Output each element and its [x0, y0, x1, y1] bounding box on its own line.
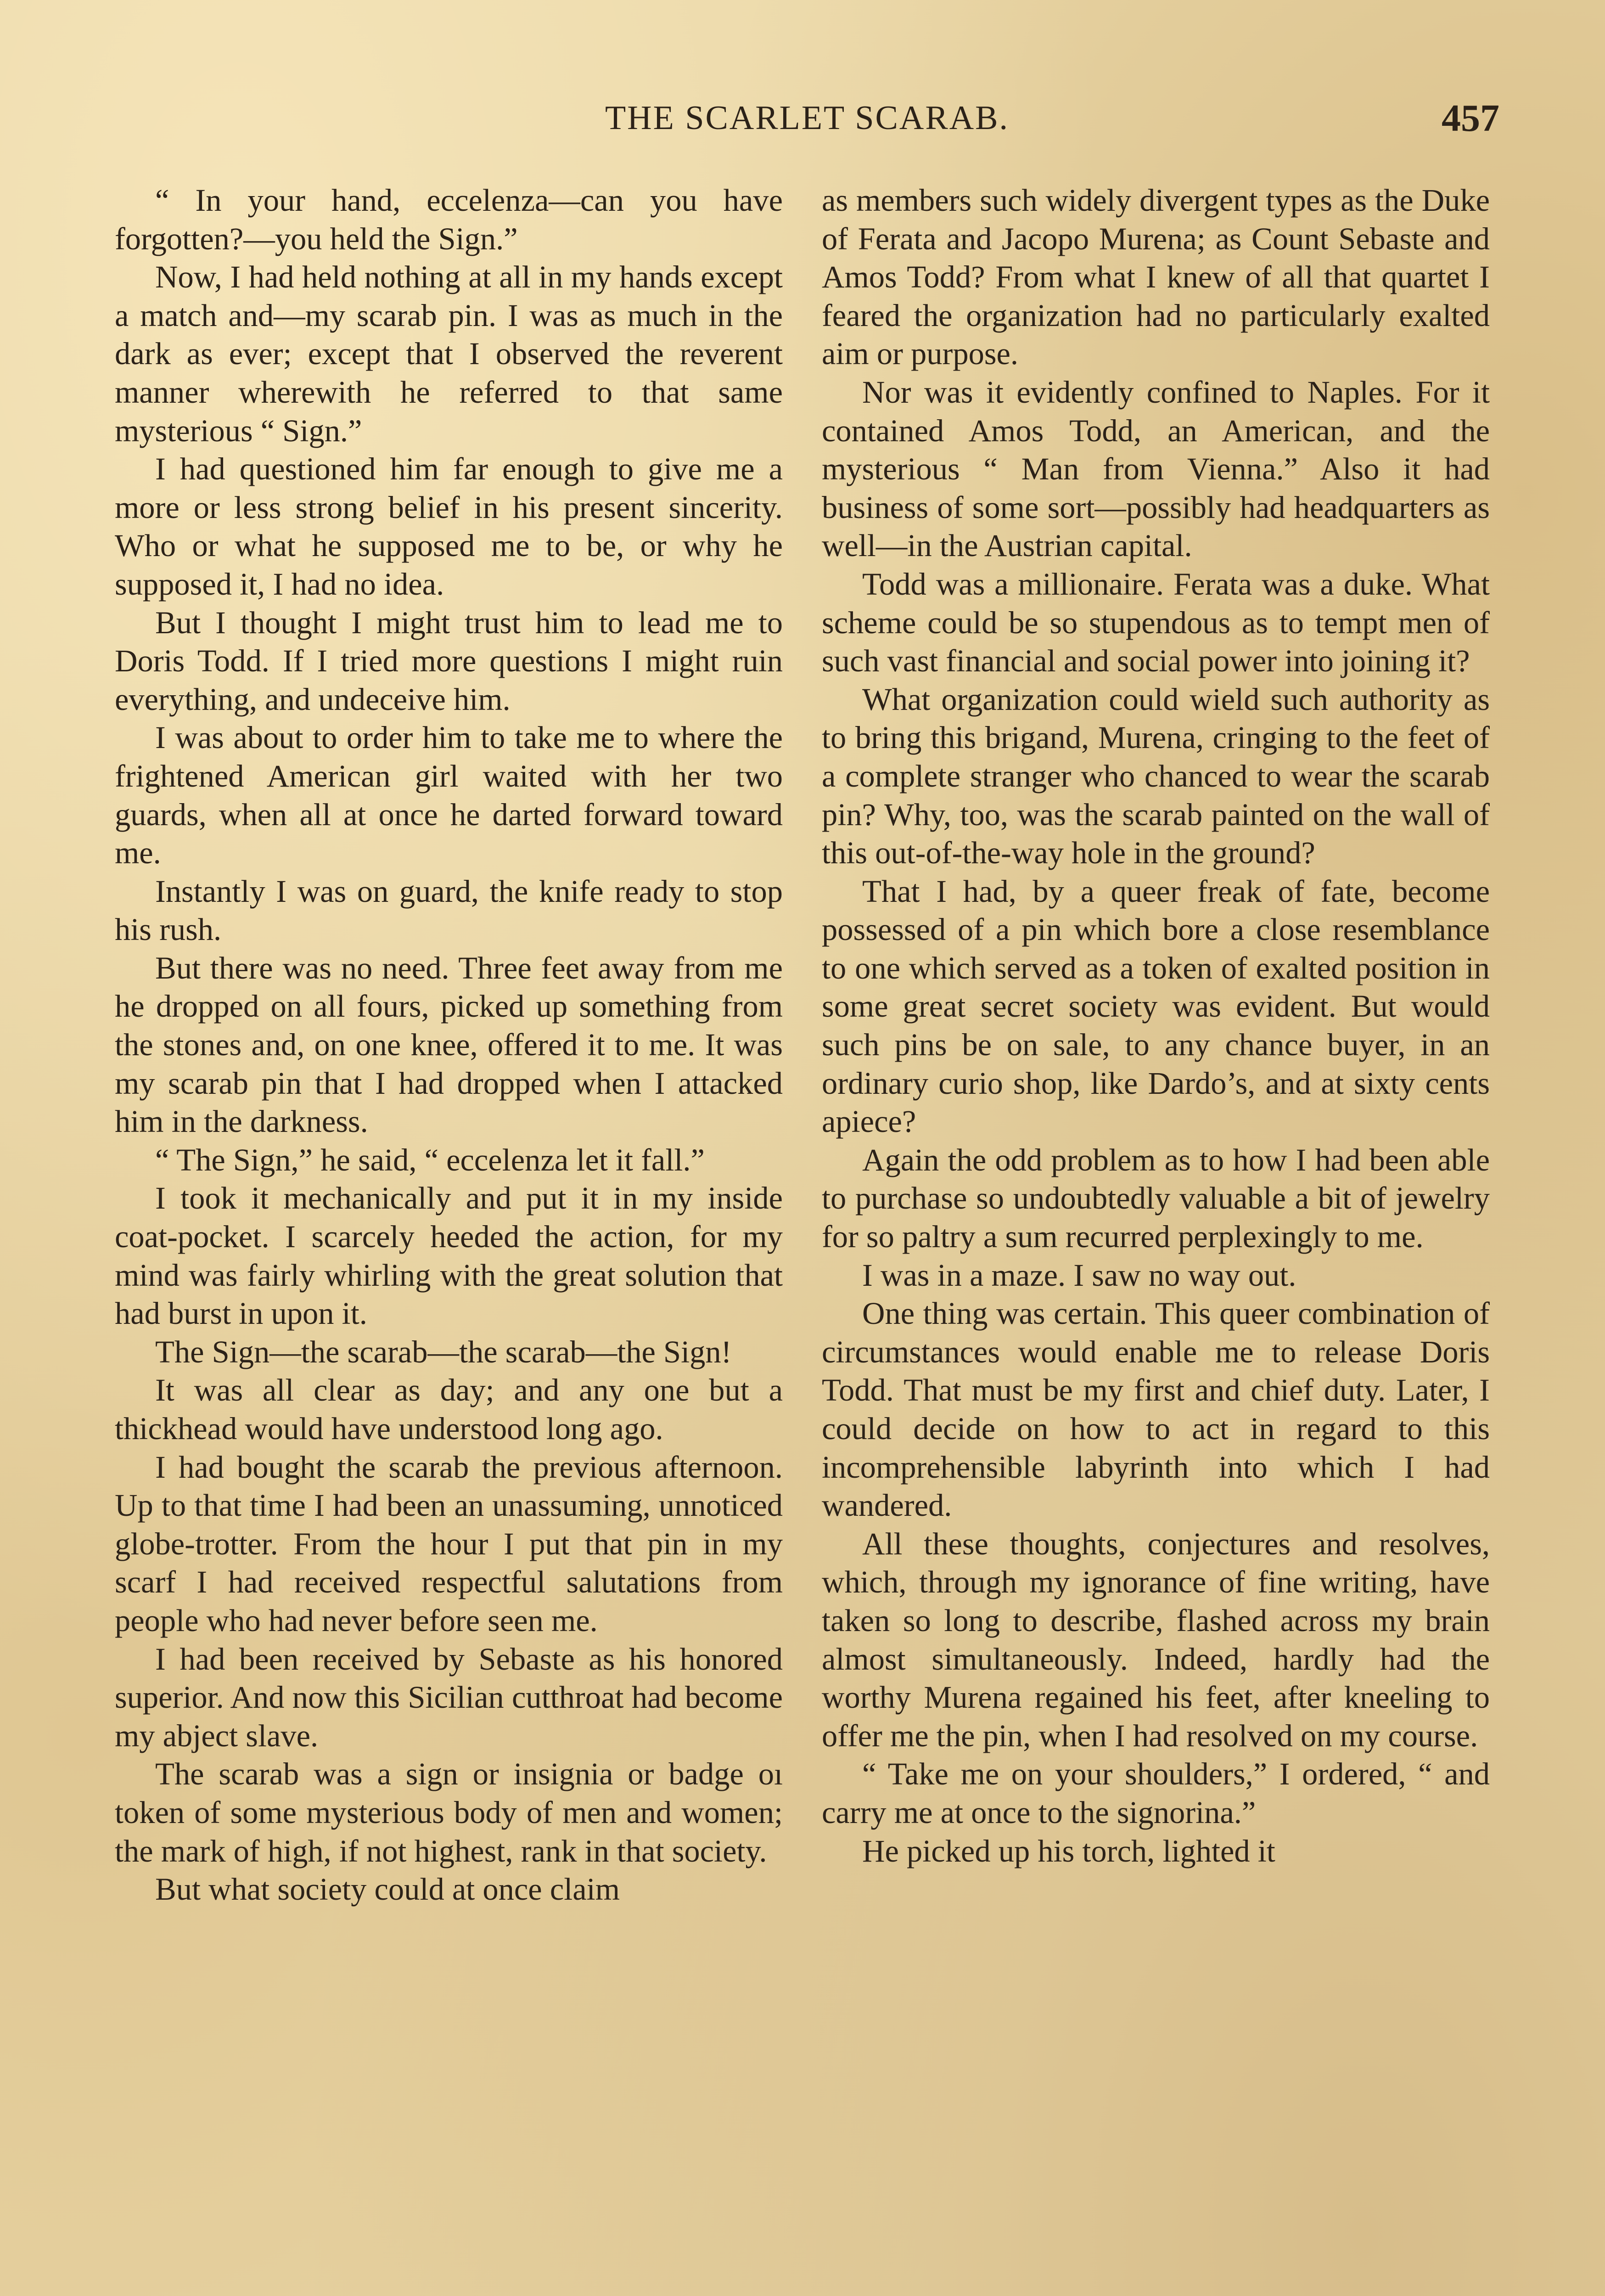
paragraph: I was about to order him to take me to where the frightened American girl waited with her two guards, when all at once he darted forward toward me.: [115, 720, 783, 871]
paragraph: Again the odd problem as to how I had been able to purchase so undoubtedly valuable a bit of jewelry for so paltry a sum recurred perplexingly to me.: [822, 1142, 1490, 1255]
paragraph: “ In your hand, eccelenza—can you have forgotten?—you held the Sign.”: [115, 183, 783, 256]
paragraph: The Sign—the scarab—the scarab—the Sign!: [155, 1334, 732, 1369]
paragraph-continuation: as members such widely divergent types as the Duke of Ferata and Jacopo Murena; as Count Sebaste and Amos Todd? From what I knew of all that quartet I feared the organization had no particularly exalted aim or purpose.: [822, 183, 1490, 371]
paragraph: Todd was a millionaire. Ferata was a duke. What scheme could be so stupendous as to tempt men of such vast financial and social power into joining it?: [822, 566, 1490, 679]
paragraph: “ Take me on your shoulders,” I ordered, “ and carry me at once to the signorina.”: [822, 1756, 1490, 1830]
paragraph: But there was no need. Three feet away from me he dropped on all fours, picked up something from the stones and, on one knee, offered it to me. It was my scarab pin that I had dropped when I attacked him in the darkness.: [115, 950, 783, 1139]
paragraph: But I thought I might trust him to lead me to Doris Todd. If I tried more questions I might ruin everything, and undeceive him.: [115, 605, 783, 717]
left-column: [115, 181, 783, 1909]
paragraph: Instantly I was on guard, the knife ready to stop his rush.: [115, 873, 783, 947]
paragraph: He picked up his torch, lighted it: [862, 1833, 1275, 1868]
paragraph: One thing was certain. This queer combination of circumstances would enable me to release Doris Todd. That must be my first and chief duty. Later, I could decide on how to act in regard to this incomprehensible labyrinth into which I had wandered.: [822, 1296, 1490, 1523]
paragraph: “ The Sign,” he said, “ eccelenza let it fall.”: [155, 1142, 705, 1177]
paragraph: The scarab was a sign or insignia or badge oı token of some mysterious body of men and women; the mark of high, if not highest, rank in that society.: [115, 1756, 783, 1868]
paragraph: But what society could at once claim: [155, 1872, 620, 1907]
page-number: 457: [1442, 97, 1499, 140]
paragraph: I was in a maze. I saw no way out.: [862, 1257, 1296, 1293]
paragraph: I had questioned him far enough to give me a more or less strong belief in his present sincerity. Who or what he supposed me to be, or why he supposed it, I had no idea.: [115, 451, 783, 602]
paragraph: Now, I had held nothing at all in my hands except a match and—my scarab pin. I was as much in the dark as ever; except that I observed the reverent manner wherewith he referred to that same mysterious “ Sign.”: [115, 259, 783, 448]
paragraph: I took it mechanically and put it in my inside coat-pocket. I scarcely heeded the action, for my mind was fairly whirling with the great solution that had burst in upon it.: [115, 1181, 783, 1331]
paragraph: I had bought the scarab the previous afternoon. Up to that time I had been an unassuming, unnoticed globe-trotter. From the hour I put that pin in my scarf I had received respectful salutations from people who had never before seen me.: [115, 1449, 783, 1638]
paragraph: That I had, by a queer freak of fate, become possessed of a pin which bore a close resemblance to one which served as a token of exalted position in some great secret society was evident. But would such pins be on sale, to any chance buyer, in an ordinary curio shop, like Dardo’s, and at sixty cents apiece?: [822, 873, 1490, 1139]
running-title: THE SCARLET SCARAB.: [605, 99, 1010, 137]
paragraph: All these thoughts, conjectures and resolves, which, through my ignorance of fine writing, have taken so long to describe, flashed across my brain almost simultaneously. Indeed, hardly had the worthy Murena regained his feet, after kneeling to offer me the pin, when I had resolved on my course.: [822, 1526, 1490, 1753]
paragraph: What organization could wield such authority as to bring this brigand, Murena, cringing to the feet of a complete stranger who chanced to wear the scarab pin? Why, too, was the scarab painted on the wall of this out-of-the-way hole in the ground?: [822, 681, 1490, 871]
right-column: [822, 181, 1490, 1870]
paragraph: I had been received by Sebaste as his honored superior. And now this Sicilian cutthroat had become my abject slave.: [115, 1641, 783, 1753]
paragraph: Nor was it evidently confined to Naples. For it contained Amos Todd, an American, and the mysterious “ Man from Vienna.” Also it had business of some sort—possibly had headquarters as well—in the Austrian capital.: [822, 374, 1490, 563]
page-header: [115, 99, 1499, 154]
paragraph: It was all clear as day; and any one but a thickhead would have understood long ago.: [115, 1373, 783, 1446]
